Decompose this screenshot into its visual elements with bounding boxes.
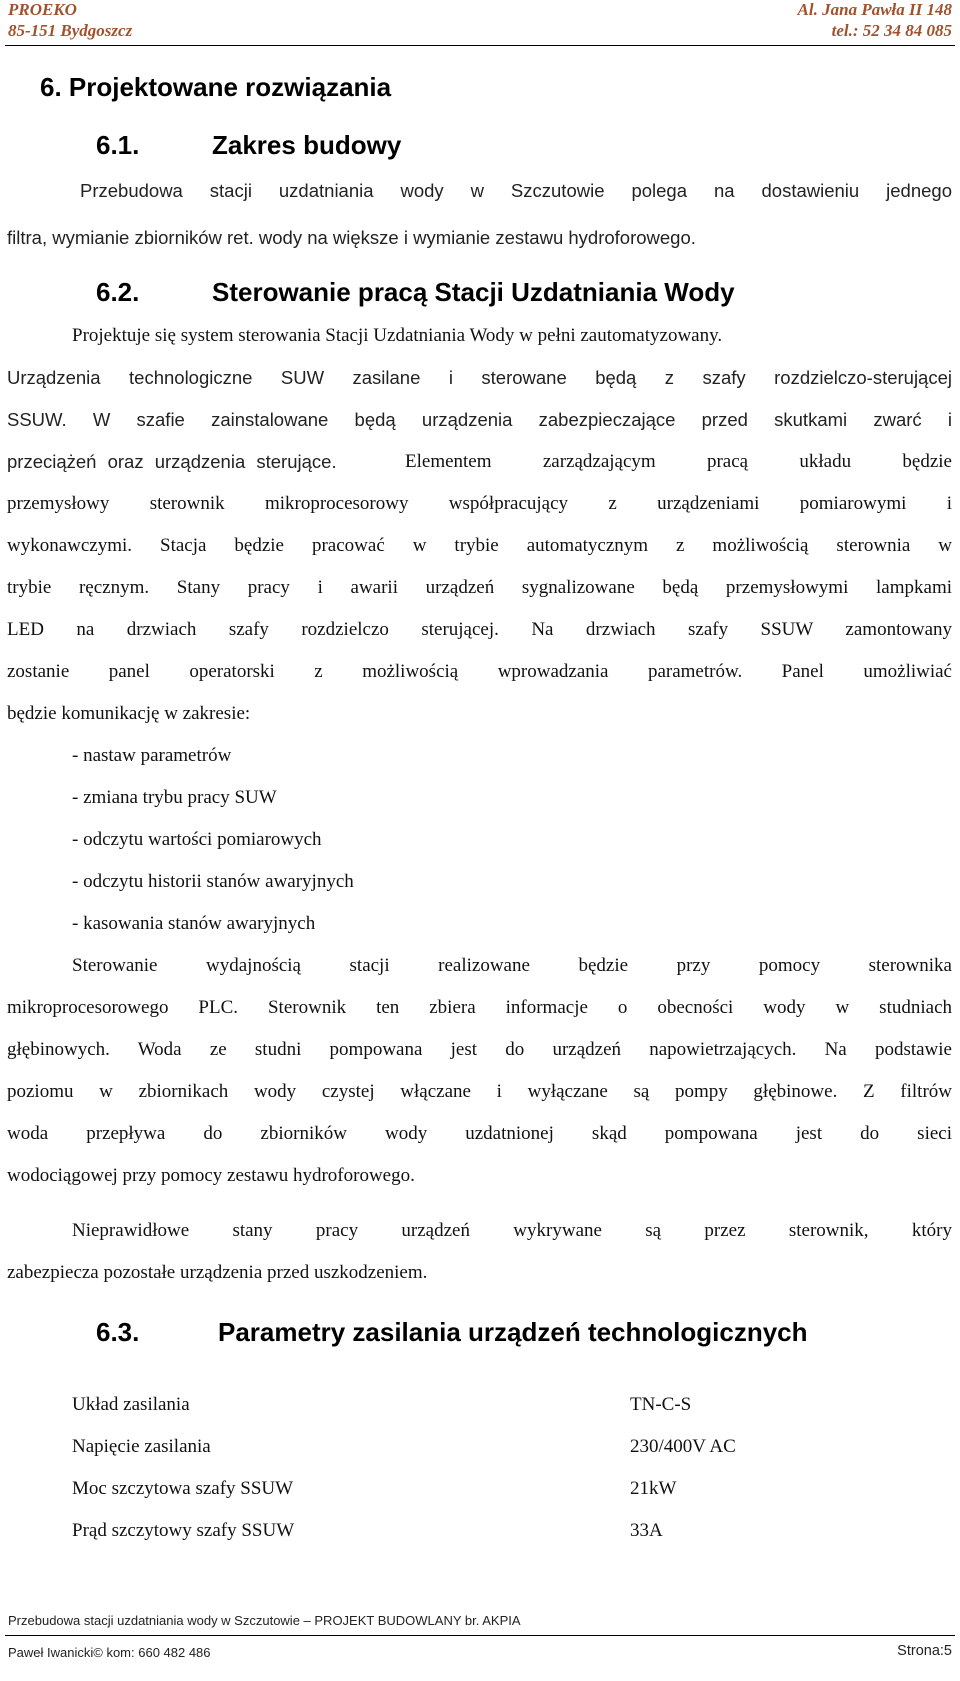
body-line: Elementem zarządzającym pracą układu będzie — [405, 451, 952, 472]
header-city: 85-151 Bydgoszcz — [8, 21, 133, 40]
subsection-title: Sterowanie pracą Stacji Uzdatniania Wody — [212, 277, 735, 307]
list-item: - zmiana trybu pracy SUW — [72, 787, 277, 808]
body-line: poziomu w zbiornikach wody czystej włączane i wyłączane są pompy głębinowe. Z filtrów — [7, 1081, 952, 1102]
param-value: TN-C-S — [630, 1394, 692, 1415]
body-line: Sterowanie wydajnością stacji realizowane będzie przy pomocy sterownika — [72, 955, 952, 976]
body-line: zostanie panel operatorski z możliwością wprowadzania parametrów. Panel umożliwiać — [7, 661, 952, 682]
param-label: Napięcie zasilania — [72, 1436, 211, 1457]
body-line: trybie ręcznym. Stany pracy i awarii urządzeń sygnalizowane będą przemysłowymi lampkami — [7, 577, 952, 598]
header-company: PROEKO — [8, 0, 77, 19]
list-item: - kasowania stanów awaryjnych — [72, 913, 316, 934]
body-line: Projektuje się system sterowania Stacji Uzdatniania Wody w pełni zautomatyzowany. — [72, 325, 723, 346]
param-label: Moc szczytowa szafy SSUW — [72, 1478, 294, 1499]
subsection-number: 6.1. — [96, 130, 140, 160]
list-item: - nastaw parametrów — [72, 745, 232, 766]
subsection-title: Parametry zasilania urządzeń technologicznych — [218, 1317, 808, 1347]
param-value: 21kW — [630, 1478, 677, 1499]
body-line: Przebudowa stacji uzdatniania wody w Szczutowie polega na dostawieniu jednego — [80, 180, 952, 201]
body-line: filtra, wymianie zbiorników ret. wody na większe i wymianie zestawu hydroforowego. — [7, 227, 696, 248]
body-line: Urządzenia technologiczne SUW zasilane i sterowane będą z szafy rozdzielczo-sterującej — [7, 367, 952, 388]
list-item: - odczytu wartości pomiarowych — [72, 829, 322, 850]
footer-project: Przebudowa stacji uzdatniania wody w Szczutowie – PROJEKT BUDOWLANY br. AKPIA — [8, 1613, 521, 1628]
body-line: wykonawczymi. Stacja będzie pracować w trybie automatycznym z możliwością sterownia w — [7, 535, 952, 556]
header-street: Al. Jana Pawła II 148 — [797, 0, 952, 19]
body-line: LED na drzwiach szafy rozdzielczo sterującej. Na drzwiach szafy SSUW zamontowany — [7, 619, 952, 640]
list-item: - odczytu historii stanów awaryjnych — [72, 871, 354, 892]
footer-divider — [5, 1635, 955, 1636]
section-title: 6. Projektowane rozwiązania — [40, 72, 392, 102]
body-line: Nieprawidłowe stany pracy urządzeń wykrywane są przez sterownik, który — [72, 1220, 952, 1241]
body-line: wodociągowej przy pomocy zestawu hydroforowego. — [7, 1165, 415, 1186]
body-line: SSUW. W szafie zainstalowane będą urządzenia zabezpieczające przed skutkami zwarć i — [7, 409, 952, 430]
body-line: mikroprocesorowego PLC. Sterownik ten zbiera informacje o obecności wody w studniach — [7, 997, 952, 1018]
body-line: głębinowych. Woda ze studni pompowana jest do urządzeń napowietrzających. Na podstawie — [7, 1039, 952, 1060]
body-line: przeciążeń oraz urządzenia sterujące. — [7, 451, 337, 472]
param-value: 230/400V AC — [630, 1436, 736, 1457]
body-line: przemysłowy sterownik mikroprocesorowy współpracujący z urządzeniami pomiarowymi i — [7, 493, 952, 514]
header-divider — [5, 45, 955, 46]
subsection-number: 6.3. — [96, 1317, 140, 1347]
body-line: zabezpiecza pozostałe urządzenia przed uszkodzeniem. — [7, 1262, 428, 1283]
header-phone: tel.: 52 34 84 085 — [831, 21, 952, 40]
param-label: Układ zasilania — [72, 1394, 190, 1415]
body-line: woda przepływa do zbiorników wody uzdatnionej skąd pompowana jest do sieci — [7, 1123, 952, 1144]
param-label: Prąd szczytowy szafy SSUW — [72, 1520, 295, 1541]
body-line: będzie komunikację w zakresie: — [7, 703, 251, 724]
param-value: 33A — [630, 1520, 663, 1541]
subsection-number: 6.2. — [96, 277, 140, 307]
footer-author: Paweł Iwanicki© kom: 660 482 486 — [8, 1645, 211, 1660]
subsection-title: Zakres budowy — [212, 130, 402, 160]
page-number: Strona:5 — [897, 1643, 952, 1659]
